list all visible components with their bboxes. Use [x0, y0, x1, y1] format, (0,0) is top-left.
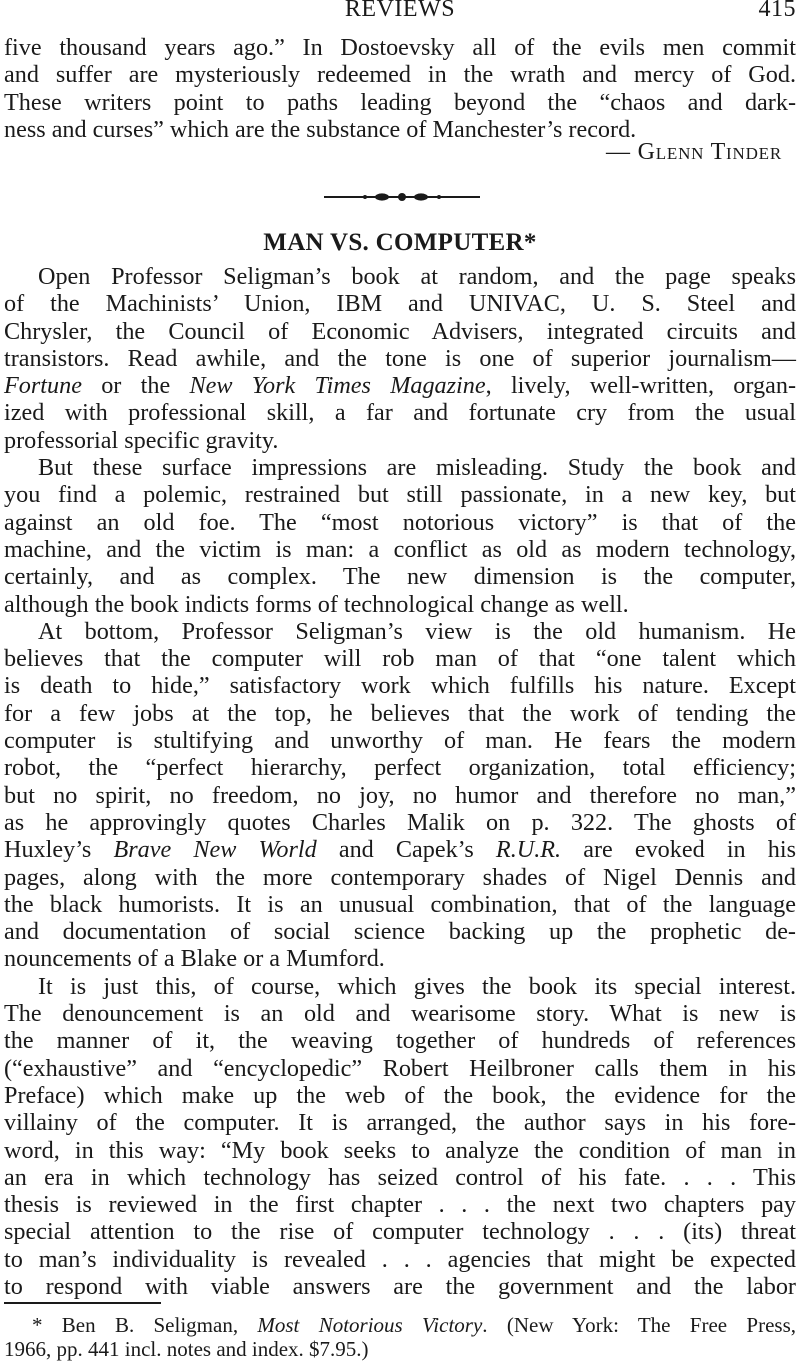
running-head — [4, 0, 796, 26]
text-line: villainy of the computer. It is arranged, the author says in his fore- — [4, 1109, 796, 1137]
footnote-line — [4, 1313, 796, 1337]
text-line: of the Machinists’ Union, IBM and UNIVAC, U. S. Steel and — [4, 290, 796, 318]
text-fragment: are evoked in his — [561, 836, 796, 864]
text-line: to man’s individuality is revealed . . . agencies that might be expected — [4, 1245, 796, 1273]
text-line: and documentation of social science backing up the prophetic de- — [4, 918, 796, 946]
text-line: ness and curses” which are the substance of Manchester’s record. — [4, 115, 637, 143]
text-line: to respond with viable answers are the government and the labor — [4, 1272, 796, 1300]
previous-review-text — [4, 34, 796, 143]
text-line: nouncements of a Blake or a Mumford. — [4, 945, 385, 973]
text-line: certainly, and as complex. The new dimension is the computer, — [4, 563, 796, 591]
text-line: ized with professional skill, a far and fortunate cry from the usual — [4, 399, 796, 427]
text-line: special attention to the rise of computer technology . . . (its) threat — [4, 1218, 796, 1246]
text-line: Open Professor Seligman’s book at random, and the page speaks — [38, 263, 796, 290]
text-line: believes that the computer will rob man of that “one talent which — [4, 645, 796, 673]
text-line: although the book indicts forms of technological change as well. — [4, 590, 629, 618]
text-line: word, in this way: “My book seeks to analyze the condition of man in — [4, 1136, 796, 1164]
reviewer-signature: — Glenn Tinder — [605, 139, 782, 165]
italic-title: R.U.R. — [495, 836, 562, 864]
text-line: professorial specific gravity. — [4, 426, 279, 454]
footnote — [4, 1313, 796, 1361]
text-line: robot, the “perfect hierarchy, perfect organization, total efficiency; — [4, 754, 796, 782]
page-number: 415 — [758, 0, 796, 22]
text-line: At bottom, Professor Seligman’s view is the old humanism. He — [38, 617, 796, 645]
text-line: Preface) which make up the web of the book, the evidence for the — [4, 1081, 796, 1109]
text-fragment: Ben B. Seligman, — [42, 1313, 258, 1337]
text-line: The denouncement is an old and wearisome story. What is new is — [4, 1000, 796, 1028]
text-line: transistors. Read awhile, and the tone is one of superior journalism— — [4, 344, 796, 372]
italic-title: Most Notorious Victory — [257, 1313, 483, 1337]
text-line: pages, along with the more contemporary shades of Nigel Dennis and — [4, 863, 796, 891]
running-head-title: REVIEWS — [344, 0, 456, 22]
text-line: and suffer are mysteriously redeemed in the wrath and mercy of God. — [4, 61, 796, 89]
text-line: (“exhaustive” and “encyclopedic” Robert Heilbroner calls them in his — [4, 1054, 796, 1082]
text-line: is death to hide,” satisfactory work which fulfills his nature. Except — [4, 672, 796, 700]
text-line: It is just this, of course, which gives the book its special interest. — [38, 972, 796, 1000]
text-line: an era in which technology has seized control of his fate. . . . This — [4, 1163, 796, 1191]
text-line — [4, 836, 796, 863]
text-line: computer is stultifying and unworthy of man. He fears the modern — [4, 727, 796, 755]
text-fragment: and Capek’s — [316, 836, 496, 864]
text-line: but no spirit, no freedom, no joy, no humor and therefore no man,” — [4, 781, 796, 809]
footnote-rule — [4, 1302, 161, 1304]
text-line: thesis is reviewed in the first chapter . . . the next two chapters pay — [4, 1191, 796, 1219]
footnote-marker: * — [32, 1313, 43, 1337]
text-line: These writers point to paths leading beyond the “chaos and dark- — [4, 88, 796, 116]
text-fragment: . (New York: The Free Press, — [482, 1313, 796, 1337]
text-line: you find a polemic, restrained but still passionate, in a new key, but — [4, 481, 796, 509]
text-fragment: or the — [81, 372, 190, 400]
text-fragment: , lively, well-written, organ- — [485, 372, 796, 400]
italic-title: New York Times Magazine — [189, 372, 486, 400]
text-line: machine, and the victim is man: a conflict as old as modern technology, — [4, 535, 796, 563]
text-line: Chrysler, the Council of Economic Advisers, integrated circuits and — [4, 317, 796, 345]
text-line: for a few jobs at the top, he believes that the work of tending the — [4, 699, 796, 727]
footnote-line: 1966, pp. 441 incl. notes and index. $7.95.) — [4, 1337, 369, 1361]
ornamental-rule-icon — [322, 186, 482, 206]
article-heading: MAN VS. COMPUTER* — [263, 229, 537, 256]
text-line: against an old foe. The “most notorious victory” is that of the — [4, 508, 796, 536]
text-fragment: Huxley’s — [4, 836, 114, 864]
text-line: the manner of it, the weaving together of hundreds of references — [4, 1027, 796, 1055]
text-line: the black humorists. It is an unusual combination, that of the language — [4, 890, 796, 918]
text-line: But these surface impressions are misleading. Study the book and — [38, 454, 796, 482]
article-body — [4, 263, 796, 1300]
italic-title: Brave New World — [113, 836, 317, 864]
text-line: five thousand years ago.” In Dostoevsky all of the evils men commit — [4, 34, 796, 61]
text-line — [4, 372, 796, 399]
italic-title: Fortune — [4, 372, 82, 400]
text-line: as he approvingly quotes Charles Malik on p. 322. The ghosts of — [4, 808, 796, 836]
